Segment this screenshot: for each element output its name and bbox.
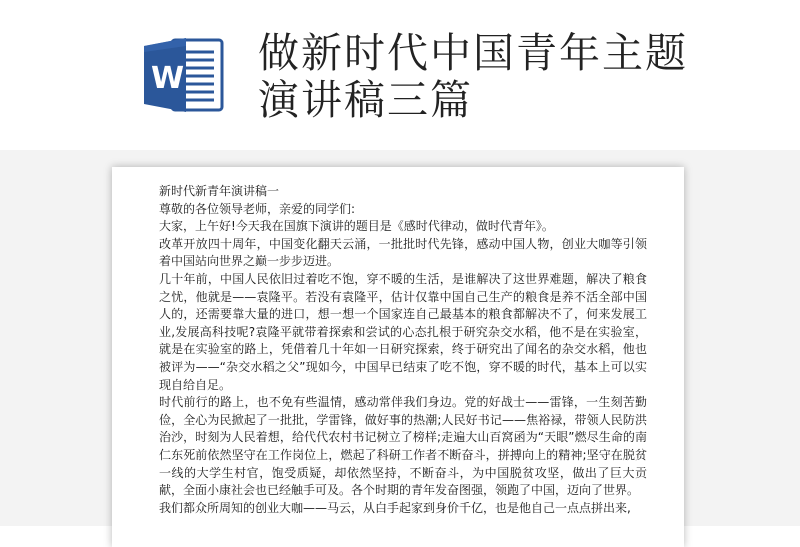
doc-paragraph: 改革开放四十周年，中国变化翻天云涌，一批批时代先锋，感动中国人物，创业大咖等引领着中国站向世界之巅一步步迈进。 xyxy=(159,236,647,269)
doc-heading: 新时代新青年演讲稿一 xyxy=(159,184,280,198)
doc-paragraph: 我们都众所周知的创业大咖——马云，从白手起家到身价千亿，也是他自己一点点拼出来, xyxy=(159,500,631,515)
doc-paragraph: 几十年前，中国人民依旧过着吃不饱，穿不暖的生活，是谁解决了这世界难题，解决了粮食之忧，他就是——袁隆平。若没有袁隆平，估计仅靠中国自己生产的粮食是养不活全部中国人的，还需要靠大量的进口，想一想一个国家连自己最基本的粮食都解决不了，何来发展工业,发展高科技呢?袁隆平就带着探索和尝试的心态扎根于研究杂交水稻，他不是在实验室，就是在实验室的路上，凭借着几十年如一日研究探索，终于研究出了闻名的杂交水稻，他也被评为——“杂交水稻之父”现如今，中国早已结束了吃不饱，穿不暖的时代，基本上可以实现自给自足。 xyxy=(159,271,647,392)
word-document-icon xyxy=(142,34,226,116)
document-body xyxy=(159,183,647,517)
doc-paragraph: 时代前行的路上，也不免有些温情，感动常伴我们身边。党的好战士——雷锋，一生刻苦勤俭，全心为民掀起了一批批，学雷锋，做好事的热潮;人民好书记——焦裕禄，带领人民防洪治沙，时刻为人民着想，给代代农村书记树立了榜样;走遍大山百窝函为“天眼”燃尽生命的南仁东死前依然坚守在工作岗位上，燃起了科研工作者不断奋斗，拼搏向上的精神;坚守在脱贫一线的大学生村官，饱受质疑，却依然坚持，不断奋斗，为中国脱贫攻坚，做出了巨大贡献，全面小康社会也已经触手可及。各个时期的青年发奋图强，领跑了中国，迈向了世界。 xyxy=(159,395,647,498)
page-title: 做新时代中国青年主题演讲稿三篇 xyxy=(258,29,688,124)
svg-text:W: W xyxy=(151,61,185,96)
document-preview-header xyxy=(0,0,800,150)
doc-salutation: 尊敬的各位领导老师，亲爱的同学们: xyxy=(159,201,356,216)
doc-paragraph: 大家，上午好!今天我在国旗下演讲的题目是《感时代律动，做时代青年》。 xyxy=(159,219,554,234)
